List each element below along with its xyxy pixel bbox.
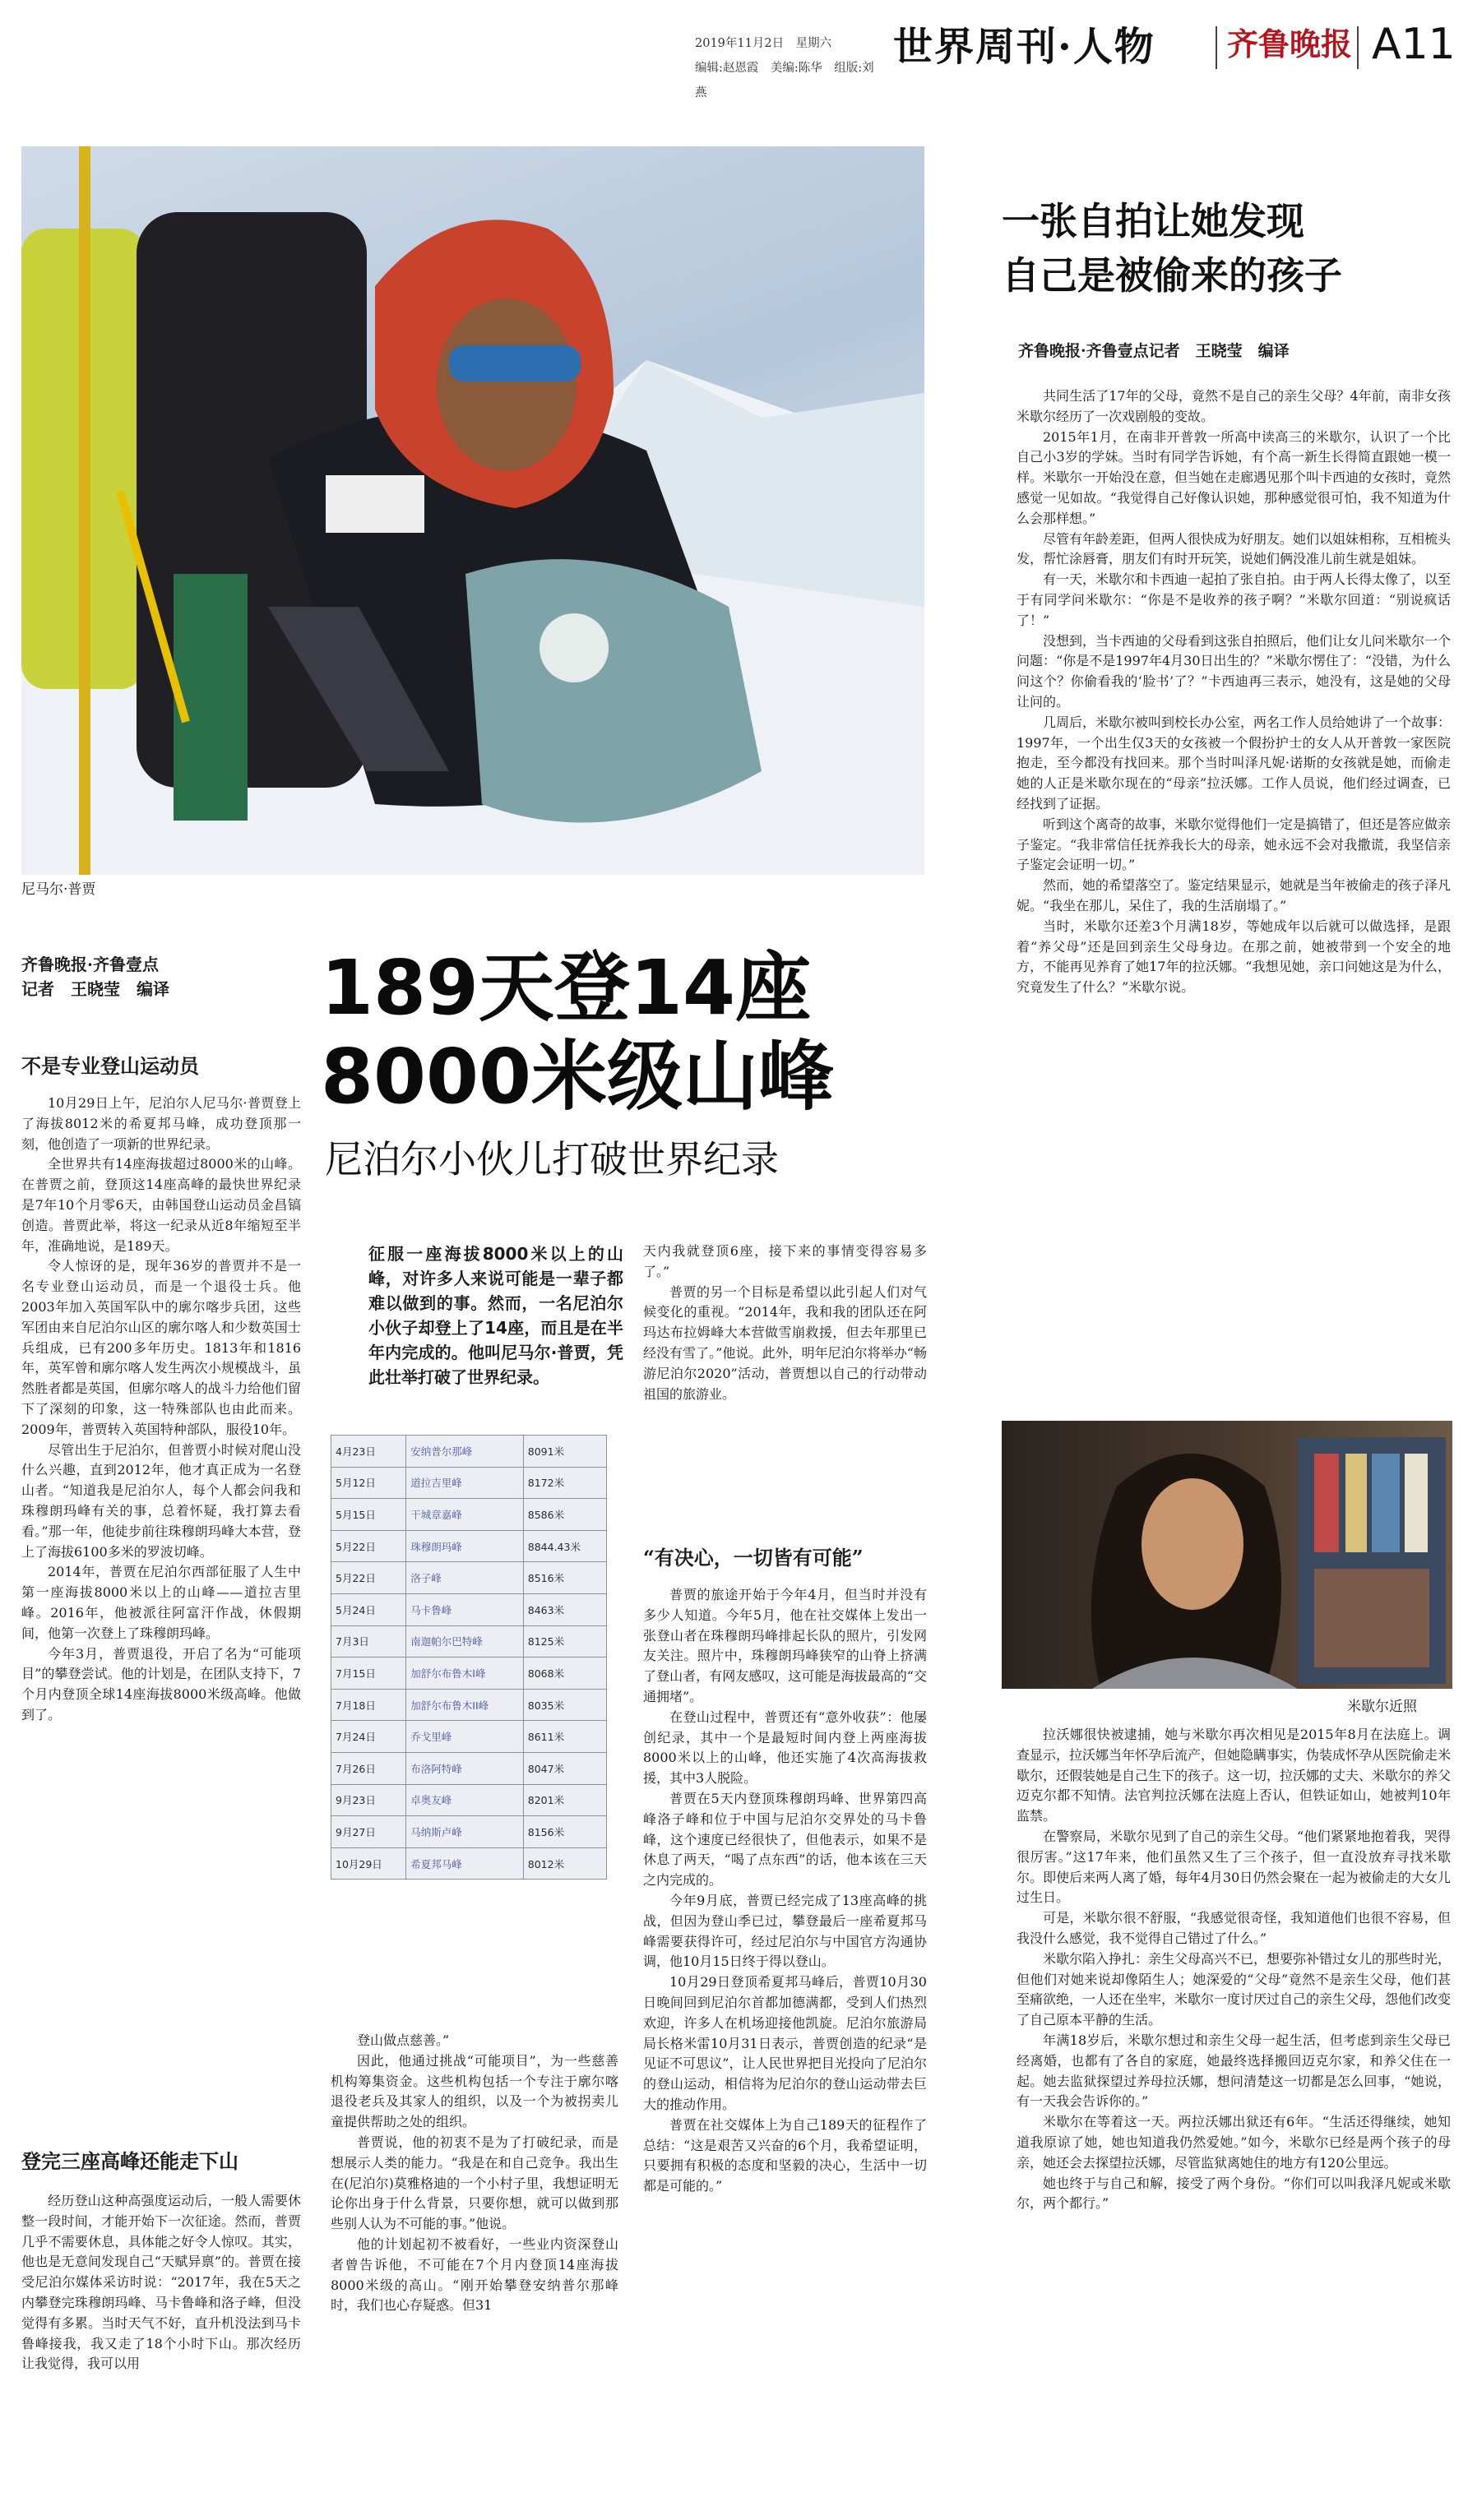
headline-line1: 189天登14座 bbox=[321, 944, 812, 1032]
peaks-table-row bbox=[331, 1467, 607, 1499]
paragraph: 米歇尔在等着这一天。两拉沃娜出狱还有6年。“生活还得继续，她知道我原谅了她，她也知道我仍然爱她。”如今，米歇尔已经是两个孩子的母亲，她还会去探望拉沃娜，尽管监狱离她住的地方有120公里远。 bbox=[1016, 2114, 1451, 2171]
header-meta bbox=[695, 31, 880, 105]
paragraph: 今年3月，普贾退役，开启了名为“可能项目”的攀登尝试。他的计划是，在团队支持下，7个月内登顶全球14座海拔8000米级高峰。他做到了。 bbox=[21, 1645, 301, 1722]
title-line1: 一张自拍让她发现 bbox=[1002, 199, 1304, 243]
peak-name-cell: 珠穆朗玛峰 bbox=[406, 1530, 524, 1562]
title-line2: 自己是被偷来的孩子 bbox=[1002, 253, 1342, 298]
peak-name-cell: 洛子峰 bbox=[406, 1562, 524, 1594]
paragraph: 在登山过程中，普贾还有“意外收获”：他屡创纪录，其中一个是最短时间内登上两座海拔8000米以上的山峰，他还实施了4次高海拔救援，其中3人脱险。 bbox=[643, 1709, 927, 1787]
header-editors: 编辑:赵恩霞 美编:陈华 组版:刘燕 bbox=[695, 62, 874, 99]
intro-paragraph: 征服一座海拔8000米以上的山峰，对许多人来说可能是一辈子都难以做到的事。然而，一名尼泊尔小伙子却登上了14座，而且是在半年内完成的。他叫尼马尔·普贾，凭此壮举打破了世界纪录。 bbox=[368, 1244, 623, 1387]
peak-name-cell: 布洛阿特峰 bbox=[406, 1752, 524, 1784]
article-column bbox=[643, 1585, 927, 2504]
paragraph: 今年9月底，普贾已经完成了13座高峰的挑战，但因为登山季已过，攀登最后一座希夏邦马峰需要获得许可，经过尼泊尔与中国官方沟通协调，他10月15日终于得以登山。 bbox=[643, 1892, 927, 1970]
peak-name-cell: 马纳斯卢峰 bbox=[406, 1816, 524, 1848]
peak-height-cell: 8586米 bbox=[523, 1499, 606, 1531]
headline-line2: 8000米级山峰 bbox=[321, 1033, 835, 1121]
paragraph: 当时，米歇尔还差3个月满18岁，等她成年以后就可以做选择，是跟着“养父母”还是回到亲生父母身边。在那之前，她被带到一个安全的地方，不能再见养育了她17年的拉沃娜。“我想见她，亲口问她这是为什么，究竟发生了什么？”米歇尔说。 bbox=[1016, 918, 1451, 996]
peaks-table-row bbox=[331, 1436, 607, 1468]
peaks-table-row bbox=[331, 1499, 607, 1531]
paragraph: 年满18岁后，米歇尔想过和亲生父母一起生活，但考虑到亲生父母已经离婚，也都有了各自的家庭，她最终选择搬回迈克尔家，和养父住在一起。她去监狱探望过养母拉沃娜，想问清楚这一切都是怎么回事，“她说，有一天我会告诉你的。” bbox=[1016, 2032, 1451, 2110]
peaks-table-row bbox=[331, 1752, 607, 1784]
paragraph: 天内我就登顶6座，接下来的事情变得容易多了。” bbox=[643, 1243, 927, 1279]
portrait-illustration bbox=[1002, 1421, 1452, 1689]
paragraph: 因此，他通过挑战“可能项目”，为一些慈善机构筹集资金。这些机构包括一个专注于廓尔喀退役老兵及其家人的组织，以及一个为被拐卖儿童提供帮助之处的组织。 bbox=[331, 2052, 618, 2130]
peaks-table-row bbox=[331, 1721, 607, 1753]
peak-height-cell: 8035米 bbox=[523, 1689, 606, 1721]
peaks-table-row bbox=[331, 1562, 607, 1594]
paragraph: 2015年1月，在南非开普敦一所高中读高三的米歇尔，认识了一个比自己小3岁的学妹。当时有同学告诉她，有个高一新生长得简直跟她一模一样。米歇尔一开始没在意，但当她在走廊遇见那个叫卡西迪的女孩时，竟然感觉一见如故。“我觉得自己好像认识她，那种感觉很可怕，我不知道为什么会那样想。” bbox=[1016, 428, 1451, 526]
peaks-table-row bbox=[331, 1784, 607, 1816]
right-byline: 齐鲁晚报·齐鲁壹点记者 王晓莹 编译 bbox=[1018, 342, 1290, 360]
paragraph: 几周后，米歇尔被叫到校长办公室，两名工作人员给她讲了一个故事：1997年，一个出生仅3天的女孩被一个假扮护士的女人从开普敦一家医院抱走，至今都没有找回来。那个当时叫泽凡妮·诺斯的女孩就是她，而偷走她的人正是米歇尔现在的“母亲”拉沃娜。工作人员说，他们经过调查，已经找到了证据。 bbox=[1016, 714, 1451, 811]
article-column bbox=[1016, 1725, 1451, 2506]
peak-height-cell: 8156米 bbox=[523, 1816, 606, 1848]
paragraph: 2014年，普贾在尼泊尔西部征服了人生中第一座海拔8000米以上的山峰——道拉吉里峰。2016年，他被派往阿富汗作战，休假期间，他第一次登上了珠穆朗玛峰。 bbox=[21, 1564, 301, 1641]
section-heading: 不是专业登山运动员 bbox=[21, 1054, 199, 1078]
photo-caption: 米歇尔近照 bbox=[1347, 1699, 1417, 1715]
paragraph: 共同生活了17年的父母，竟然不是自己的亲生父母？4年前，南非女孩米歇尔经历了一次戏剧般的变故。 bbox=[1016, 388, 1451, 424]
paragraph: 10月29日上午，尼泊尔人尼马尔·普贾登上了海拔8012米的希夏邦马峰，成功登顶那一刻，他创造了一项新的世界纪录。 bbox=[21, 1095, 301, 1152]
byline-reporter: 记者 王晓莹 编译 bbox=[21, 979, 169, 999]
peak-height-cell: 8091米 bbox=[523, 1436, 606, 1468]
peak-date-cell: 7月18日 bbox=[331, 1689, 406, 1721]
peaks-table-row bbox=[331, 1816, 607, 1848]
paragraph: 普贾的另一个目标是希望以此引起人们对气候变化的重视。“2014年，我和我的团队还在阿玛达布拉姆峰大本营做雪崩救援，但去年那里已经没有雪了。”他说。此外，明年尼泊尔将举办“畅游尼泊尔2020”活动，普贾想以自己的行动带动祖国的旅游业。 bbox=[643, 1283, 927, 1402]
paragraph: 普贾在5天内登顶珠穆朗玛峰、世界第四高峰洛子峰和位于中国与尼泊尔交界处的马卡鲁峰，这个速度已经很快了，但他表示，如果不是休息了两天，“喝了点东西”的话，他本该在三天之内完成的。 bbox=[643, 1790, 927, 1889]
paragraph: 他的计划起初不被看好，一些业内资深登山者曾告诉他，不可能在7个月内登顶14座海拔8000米级的高山。“刚开始攀登安纳普尔那峰时，我们也心存疑惑。但31 bbox=[331, 2236, 618, 2314]
paragraph: 10月29日登顶希夏邦马峰后，普贾10月30日晚间回到尼泊尔首都加德满都，受到人们热烈欢迎，许多人在机场迎接他凯旋。尼泊尔旅游局局长格米雷10月31日表示，普贾创造的纪录“是见证不可思议”，让人民世界把目光投向了尼泊尔的登山运动，相信将为尼泊尔的登山运动带去巨大的推动作用。 bbox=[643, 1974, 927, 2112]
peak-date-cell: 5月15日 bbox=[331, 1499, 406, 1531]
paragraph: 没想到，当卡西迪的父母看到这张自拍照后，他们让女儿问米歇尔一个问题：“你是不是1997年4月30日出生的？”米歇尔愣住了：“没错，为什么问这个？你偷看我的‘脸书’了？”卡西迪再三表示，她没有，这是她的父母让问的。 bbox=[1016, 632, 1451, 710]
peak-name-cell: 卓奥友峰 bbox=[406, 1784, 524, 1816]
peak-date-cell: 5月24日 bbox=[331, 1593, 406, 1625]
mountaineer-photo bbox=[21, 146, 924, 875]
peak-date-cell: 7月24日 bbox=[331, 1721, 406, 1753]
peak-date-cell: 5月22日 bbox=[331, 1530, 406, 1562]
peaks-table-body bbox=[331, 1436, 607, 1880]
peaks-table-row bbox=[331, 1689, 607, 1721]
peak-date-cell: 5月22日 bbox=[331, 1562, 406, 1594]
michelle-photo bbox=[1002, 1421, 1452, 1689]
peak-height-cell: 8012米 bbox=[523, 1847, 606, 1880]
byline-agency: 齐鲁晚报·齐鲁壹点 bbox=[21, 955, 159, 974]
peak-date-cell: 4月23日 bbox=[331, 1436, 406, 1468]
masthead-logo: 齐鲁晚报 bbox=[1227, 25, 1353, 62]
section-title: 世界周刊·人物 bbox=[893, 24, 1155, 70]
paragraph: 然而，她的希望落空了。鉴定结果显示，她就是当年被偷走的孩子泽凡妮。“我坐在那儿，呆住了，我的生活崩塌了。” bbox=[1016, 877, 1451, 913]
article-column bbox=[21, 1094, 301, 2113]
right-story-title bbox=[1002, 194, 1421, 303]
peak-height-cell: 8172米 bbox=[523, 1467, 606, 1499]
peak-name-cell: 乔戈里峰 bbox=[406, 1721, 524, 1753]
peak-date-cell: 5月12日 bbox=[331, 1467, 406, 1499]
paragraph: 听到这个离奇的故事，米歇尔觉得他们一定是搞错了，但还是答应做亲子鉴定。“我非常信任抚养我长大的母亲，她永远不会对我撒谎，我坚信亲子鉴定会证明一切。” bbox=[1016, 816, 1451, 873]
peak-name-cell: 安纳普尔那峰 bbox=[406, 1436, 524, 1468]
peaks-table-row bbox=[331, 1625, 607, 1658]
peak-height-cell: 8844.43米 bbox=[523, 1530, 606, 1562]
paragraph: 拉沃娜很快被逮捕，她与米歇尔再次相见是2015年8月在法庭上。调查显示，拉沃娜当年怀孕后流产，但她隐瞒事实，伪装成怀孕从医院偷走米歇尔，还假装她是自己生下的孩子。这一切，拉沃娜的丈夫、米歇尔的养父迈克尔都不知情。法官判拉沃娜在法庭上否认，但铁证如山，她被判10年监禁。 bbox=[1016, 1727, 1451, 1824]
peak-date-cell: 7月15日 bbox=[331, 1658, 406, 1690]
paragraph: 令人惊讶的是，现年36岁的普贾并不是一名专业登山运动员，而是一个退役士兵。他2003年加入英国军队中的廓尔喀步兵团，这些军团由来自尼泊尔山区的廓尔喀人和少数英国士兵组成，已有200多年历史。1813年和1816年，英军曾和廓尔喀人发生两次小规模战斗，虽然胜者都是英国，但廓尔喀人的战斗力给他们留下了深刻的印象，这一特殊部队也由此而来。2009年，普贾转入英国特种部队，服役10年。 bbox=[21, 1258, 301, 1437]
peak-name-cell: 马卡鲁峰 bbox=[406, 1593, 524, 1625]
peak-height-cell: 8463米 bbox=[523, 1593, 606, 1625]
header-divider bbox=[1357, 26, 1359, 69]
paragraph: 在警察局，米歇尔见到了自己的亲生父母。“他们紧紧地抱着我，哭得很厉害。”这17年来，他们虽然又生了三个孩子，但一直没放弃寻找米歇尔。即使后来两人离了婚，每年4月30日仍然会聚在一起为被偷走的大女儿过生日。 bbox=[1016, 1828, 1451, 1906]
peak-height-cell: 8611米 bbox=[523, 1721, 606, 1753]
peak-date-cell: 7月3日 bbox=[331, 1625, 406, 1658]
main-headline bbox=[321, 944, 970, 1121]
paragraph: 经历登山这种高强度运动后，一般人需要休整一段时间，才能开始下一次征途。然而，普贾几乎不需要休息，具体能之好令人惊叹。其实，他也是无意间发现自己“天赋异禀”的。普贾在接受尼泊尔媒体采访时说：“2017年，我在5天之内攀登完珠穆朗玛峰、马卡鲁峰和洛子峰，但没觉得有多累。当时天气不好，直升机没法到马卡鲁峰接我，我又走了18个小时下山。那次经历让我觉得，我可以用 bbox=[21, 2193, 301, 2372]
paragraph: 米歇尔陷入挣扎：亲生父母高兴不已，想要弥补错过女儿的那些时光，但他们对她来说却像陌生人；她深爱的“父母”竟然不是亲生父母，他们甚至痛欲绝，一人还在坐牢，米歇尔一度讨厌过自己的亲生父母，怨他们改变了自己原本平静的生活。 bbox=[1016, 1950, 1451, 2028]
peak-height-cell: 8125米 bbox=[523, 1625, 606, 1658]
paragraph: 普贾在社交媒体上为自己189天的征程作了总结：“这是艰苦又兴奋的6个月，我希望证明，只要拥有积极的态度和坚毅的决心，生活中一切都是可能的。” bbox=[643, 2116, 927, 2194]
paragraph: 可是，米歇尔很不舒服，“我感觉很奇怪，我知道他们也很不容易，但我没什么感觉，我不觉得自己错过了什么。” bbox=[1016, 1910, 1451, 1946]
peak-height-cell: 8047米 bbox=[523, 1752, 606, 1784]
paragraph: 尽管有年龄差距，但两人很快成为好朋友。她们以姐妹相称，互相梳头发，帮忙涂唇膏，朋友们有时开玩笑，说她们俩没准儿前生就是姐妹。 bbox=[1016, 530, 1451, 567]
header-date: 2019年11月2日 星期六 bbox=[695, 37, 832, 50]
peaks-table-row bbox=[331, 1593, 607, 1625]
peak-date-cell: 10月29日 bbox=[331, 1847, 406, 1880]
peaks-table-row bbox=[331, 1847, 607, 1880]
photo-caption: 尼马尔·普贾 bbox=[21, 881, 96, 898]
article-column bbox=[1016, 386, 1451, 1406]
peak-name-cell: 干城章嘉峰 bbox=[406, 1499, 524, 1531]
peak-name-cell: 加舒尔布鲁木II峰 bbox=[406, 1689, 524, 1721]
header-divider bbox=[1216, 26, 1217, 69]
peaks-table-row bbox=[331, 1530, 607, 1562]
paragraph: 普贾说，他的初衷不是为了打破纪录，而是想展示人类的能力。“我是在和自己竞争。我出生在(尼泊尔)莫雅格迪的一个小村子里，我想证明无论你出身于什么背景，只要你想，就可以做到那些别人认为不可能的事。”他说。 bbox=[331, 2134, 618, 2232]
peak-height-cell: 8068米 bbox=[523, 1658, 606, 1690]
left-byline bbox=[21, 952, 293, 1001]
peak-height-cell: 8201米 bbox=[523, 1784, 606, 1816]
paragraph: 有一天，米歇尔和卡西迪一起拍了张自拍。由于两人长得太像了，以至于有同学问米歇尔：“你是不是收养的孩子啊？”米歇尔回道：“别说疯话了！” bbox=[1016, 571, 1451, 628]
peak-date-cell: 9月23日 bbox=[331, 1784, 406, 1816]
peak-date-cell: 9月27日 bbox=[331, 1816, 406, 1848]
peaks-table bbox=[331, 1435, 607, 1880]
peaks-table-row bbox=[331, 1658, 607, 1690]
article-column bbox=[643, 1242, 927, 1521]
mountaineer-illustration bbox=[21, 146, 924, 875]
peak-name-cell: 希夏邦马峰 bbox=[406, 1847, 524, 1880]
paragraph: 登山做点慈善。” bbox=[357, 2032, 450, 2048]
paragraph: 尽管出生于尼泊尔，但普贾小时候对爬山没什么兴趣，直到2012年，他才真正成为一名登山者。“知道我是尼泊尔人，每个人都会问我和珠穆朗玛峰有关的事，总着怀疑，我打算去看看。”那一年，他徒步前往珠穆朗玛峰大本营，登上了海拔6100多米的罗波切峰。 bbox=[21, 1441, 301, 1560]
peak-name-cell: 加舒尔布鲁木I峰 bbox=[406, 1658, 524, 1690]
section-heading: “有决心，一切皆有可能” bbox=[643, 1546, 864, 1570]
paragraph: 普贾的旅途开始于今年4月，但当时并没有多少人知道。今年5月，他在社交媒体上发出一张登山者在珠穆朗玛峰排起长队的照片，引发网友关注。照片中，珠穆朗玛峰狭窄的山脊上挤满了登山者，有网友感叹，这可能是海拔最高的“交通拥堵”。 bbox=[643, 1587, 927, 1704]
paragraph: 全世界共有14座海拔超过8000米的山峰。在普贾之前，登顶这14座高峰的最快世界纪录是7年10个月零6天，由韩国登山运动员金昌镐创造。普贾此举，将这一纪录从近8年缩短至半年，准确地说，是189天。 bbox=[21, 1156, 301, 1254]
page-number: A11 bbox=[1372, 20, 1456, 69]
peak-height-cell: 8516米 bbox=[523, 1562, 606, 1594]
peak-date-cell: 7月26日 bbox=[331, 1752, 406, 1784]
section-heading: 登完三座高峰还能走下山 bbox=[21, 2149, 238, 2173]
article-column bbox=[21, 2191, 301, 2504]
sub-headline: 尼泊尔小伙儿打破世界纪录 bbox=[325, 1137, 779, 1181]
peak-name-cell: 道拉吉里峰 bbox=[406, 1467, 524, 1499]
peak-name-cell: 南迦帕尔巴特峰 bbox=[406, 1625, 524, 1658]
article-column bbox=[331, 2031, 618, 2504]
paragraph: 她也终于与自己和解，接受了两个身份。“你们可以叫我泽凡妮或米歇尔，两个都行。” bbox=[1016, 2175, 1451, 2212]
